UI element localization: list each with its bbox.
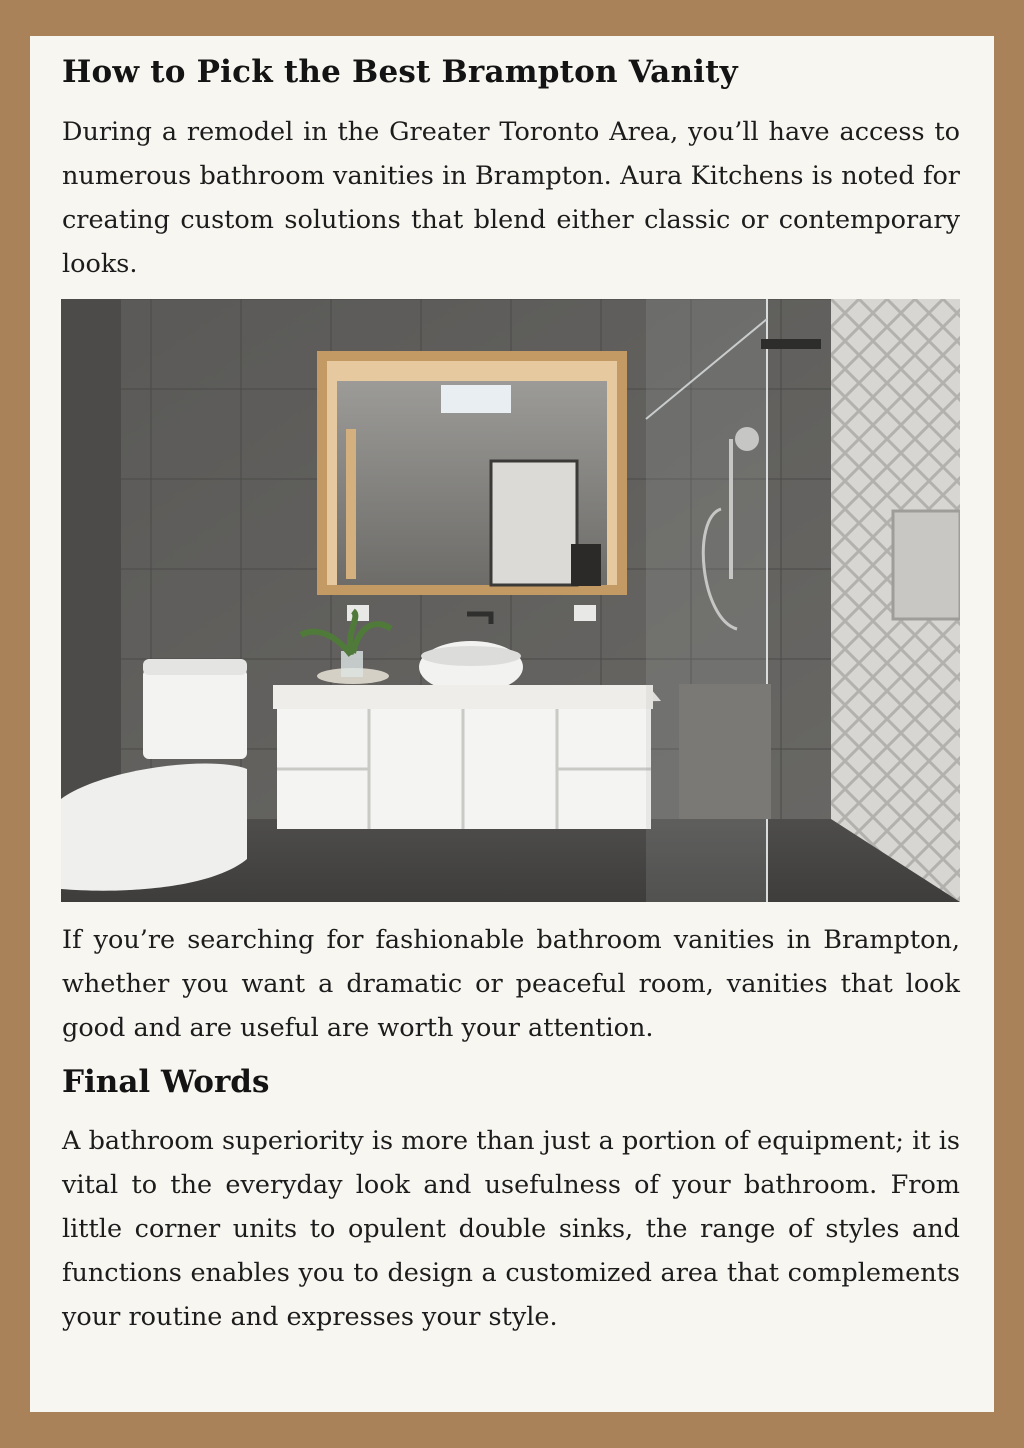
intro-paragraph: During a remodel in the Greater Toronto Area, you’ll have access to numerous bathroom vanities in Brampton. Aura Kitchens is noted for creating custom solutions that blend either classic or contemporary looks. xyxy=(62,117,960,279)
page-card xyxy=(30,36,994,1412)
article-title: How to Pick the Best Brampton Vanity xyxy=(62,54,738,90)
body-paragraph: If you’re searching for fashionable bathroom vanities in Brampton, whether you want a dramatic or peaceful room, vanities that look good and are useful are worth your attention. xyxy=(62,925,960,1043)
bathroom-vanity-photo xyxy=(61,299,960,902)
section-heading: Final Words xyxy=(62,1064,270,1100)
closing-paragraph: A bathroom superiority is more than just a portion of equipment; it is vital to the everyday look and usefulness of your bathroom. From little corner units to opulent double sinks, the range of styles and functions enables you to design a customized area that complements your routine and expresses your style. xyxy=(62,1126,960,1332)
